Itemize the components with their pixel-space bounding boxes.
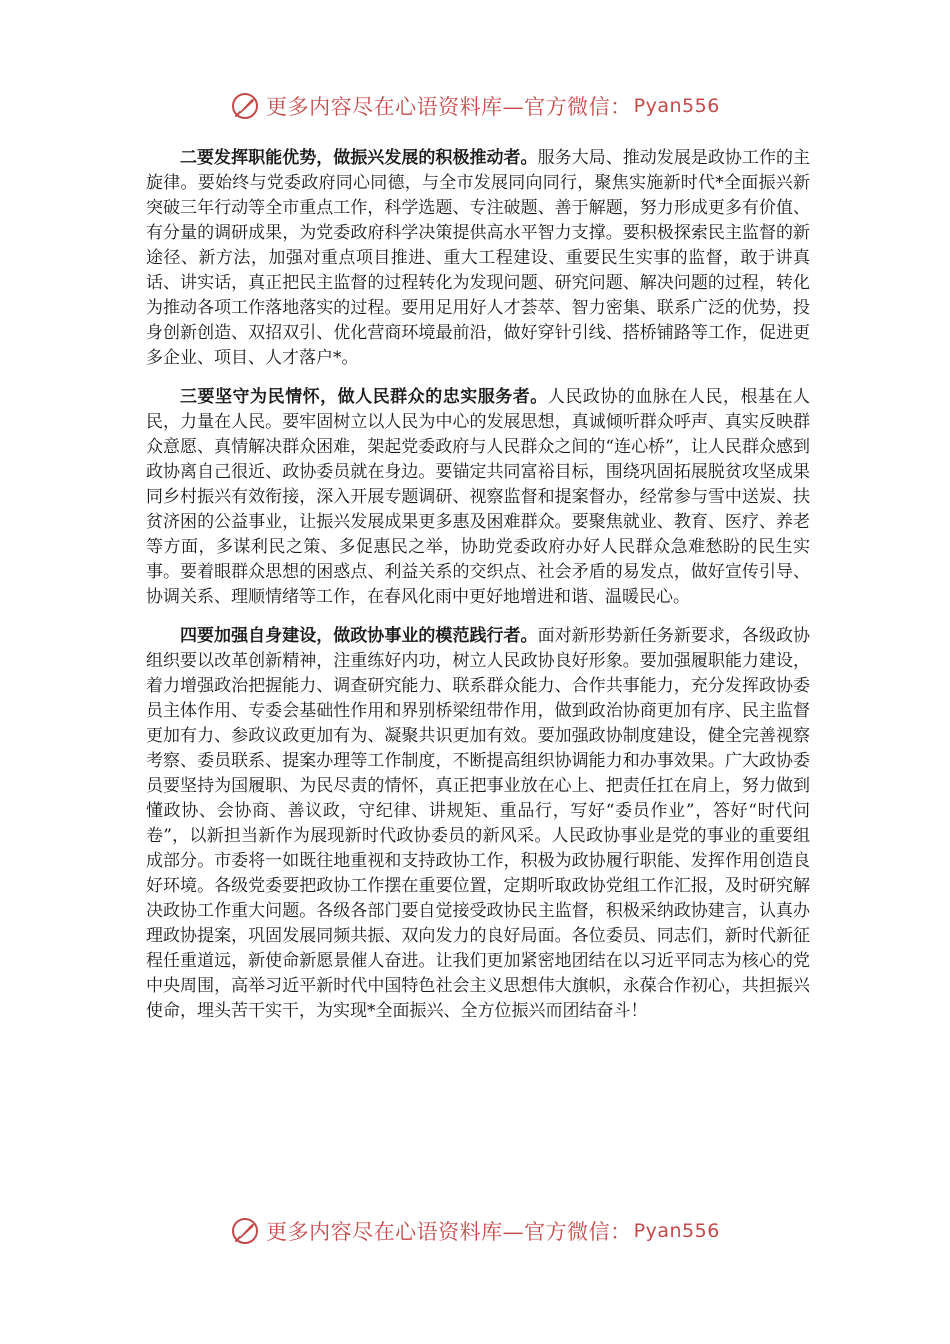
document-body <box>146 146 810 1038</box>
paragraph-lead: 四要加强自身建设，做政协事业的模范践行者。 <box>180 626 538 646</box>
footer-watermark <box>0 1211 950 1251</box>
header-watermark <box>0 86 950 126</box>
paragraph-3 <box>146 385 810 610</box>
paragraph-lead: 三要坚守为民情怀，做人民群众的忠实服务者。 <box>180 387 548 407</box>
paragraph-4 <box>146 624 810 1024</box>
feather-pen-logo-icon <box>230 1216 260 1246</box>
paragraph-body: 面对新形势新任务新要求，各级政协组织要以改革创新精神，注重练好内功，树立人民政协良好形象。要加强履职能力建设，着力增强政治把握能力、调查研究能力、联系群众能力、合作共事能力，充分发挥政协委员主体作用、专委会基础性作用和界别桥梁纽带作用，做到政治协商更加有序、民主监督更加有力、参政议政更加有为、凝聚共识更加有效。要加强政协制度建设，健全完善视察考察、委员联系、提案办理等工作制度，不断提高组织协调能力和办事效果。广大政协委员要坚持为国履职、为民尽责的情怀，真正把事业放在心上、把责任扛在肩上，努力做到懂政协、会协商、善议政，守纪律、讲规矩、重品行，写好“委员作业”，答好“时代问卷”，以新担当新作为展现新时代政协委员的新风采。人民政协事业是党的事业的重要组成部分。市委将一如既往地重视和支持政协工作，积极为政协履行职能、发挥作用创造良好环境。各级党委要把政协工作摆在重要位置，定期听取政协党组工作汇报，及时研究解决政协工作重大问题。各级各部门要自觉接受政协民主监督，积极采纳政协建言，认真办理政协提案，巩固发展同频共振、双向发力的良好局面。各位委员、同志们，新时代新征程任重道远，新使命新愿景催人奋进。让我们更加紧密地团结在以习近平同志为核心的党中央周围，高举习近平新时代中国特色社会主义思想伟大旗帜，永葆合作初心，共担振兴使命，埋头苦干实干，为实现*全面振兴、全方位振兴而团结奋斗！ <box>146 626 811 1021</box>
watermark-wechat-id: Pyan556 <box>633 95 720 117</box>
watermark-text: 更多内容尽在心语资料库—官方微信： <box>266 95 632 119</box>
paragraph-body: 服务大局、推动发展是政协工作的主旋律。要始终与党委政府同心同德，与全市发展同向同行，聚焦实施新时代*全面振兴新突破三年行动等全市重点工作，科学选题、专注破题、善于解题，努力形成更多有价值、有分量的调研成果，为党委政府科学决策提供高水平智力支撑。要积极探索民主监督的新途径、新方法，加强对重点项目推进、重大工程建设、重要民生实事的监督，敢于讲真话、讲实话，真正把民主监督的过程转化为发现问题、研究问题、解决问题的过程，转化为推动各项工作落地落实的过程。要用足用好人才荟萃、智力密集、联系广泛的优势，投身创新创造、双招双引、优化营商环境最前沿，做好穿针引线、搭桥铺路等工作，促进更多企业、项目、人才落户*。 <box>146 148 811 368</box>
watermark-text: 更多内容尽在心语资料库—官方微信： <box>266 1220 632 1244</box>
paragraph-2 <box>146 146 810 371</box>
feather-pen-logo-icon <box>230 91 260 121</box>
watermark-wechat-id: Pyan556 <box>633 1220 720 1242</box>
paragraph-lead: 二要发挥职能优势，做振兴发展的积极推动者。 <box>180 148 538 168</box>
paragraph-body: 人民政协的血脉在人民，根基在人民，力量在人民。要牢固树立以人民为中心的发展思想，真诚倾听群众呼声、真实反映群众意愿、真情解决群众困难，架起党委政府与人民群众之间的“连心桥”，让人民群众感到政协离自己很近、政协委员就在身边。要锚定共同富裕目标，围绕巩固拓展脱贫攻坚成果同乡村振兴有效衔接，深入开展专题调研、视察监督和提案督办，经常参与雪中送炭、扶贫济困的公益事业，让振兴发展成果更多惠及困难群众。要聚焦就业、教育、医疗、养老等方面，多谋利民之策、多促惠民之举，协助党委政府办好人民群众急难愁盼的民生实事。要着眼群众思想的困惑点、利益关系的交织点、社会矛盾的易发点，做好宣传引导、协调关系、理顺情绪等工作，在春风化雨中更好地增进和谐、温暖民心。 <box>146 387 811 607</box>
